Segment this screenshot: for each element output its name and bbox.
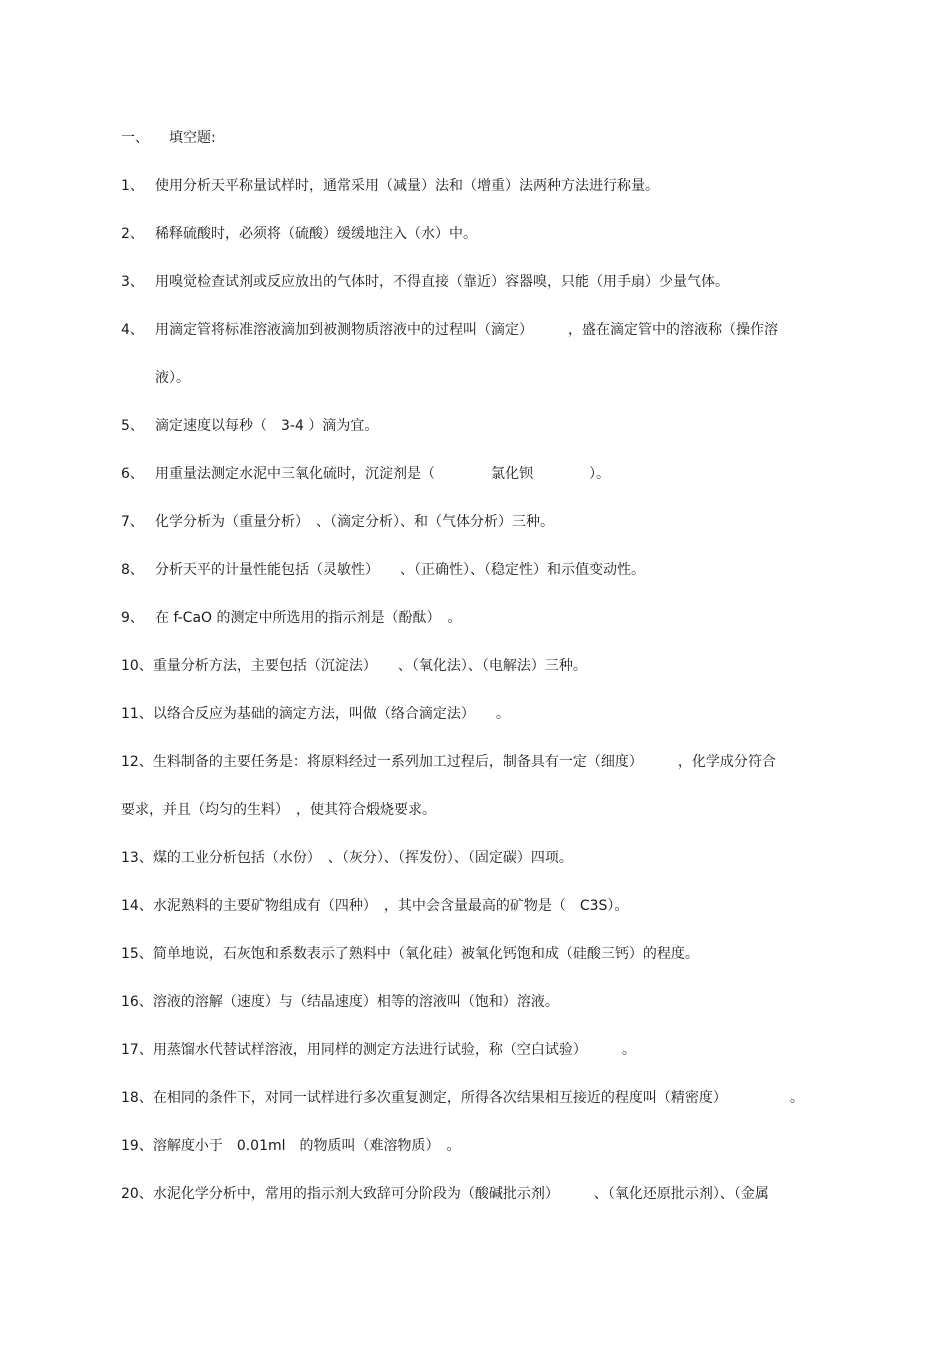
question-line (121, 1040, 636, 1060)
question-text: 使用分析天平称量试样时，通常采用（减量）法和（增重）法两种方法进行称量。 (155, 178, 659, 194)
question-text: 生料制备的主要任务是：将原料经过一系列加工过程后，制备具有一定（细度） ，化学成分符合 (152, 754, 776, 770)
question-text: 煤的工业分析包括（水份） 、（灰分）、（挥发份）、（固定碳）四项。 (152, 850, 573, 866)
question-text: 分析天平的计量性能包括（灵敏性） 、（正确性）、（稳定性）和示值变动性。 (155, 562, 645, 578)
question-line (121, 992, 559, 1012)
question-text: 用重量法测定水泥中三氧化硫时，沉淀剂是（ 氯化钡 ）。 (155, 466, 610, 482)
question-text: 溶液的溶解（速度）与（结晶速度）相等的溶液叫（饱和）溶液。 (152, 994, 559, 1010)
question-text: 要求，并且（均匀的生料） ，使其符合煅烧要求。 (121, 802, 436, 818)
question-continuation (155, 368, 190, 388)
question-number: 11、 (121, 706, 153, 722)
question-text: 在相同的条件下，对同一试样进行多次重复测定，所得各次结果相互接近的程度叫（精密度） 。 (152, 1090, 804, 1106)
question-text: 重量分析方法，主要包括（沉淀法） 、（氧化法）、（电解法）三种。 (152, 658, 587, 674)
question-number: 2、 (121, 226, 144, 242)
question-line (121, 848, 573, 868)
question-text: 用滴定管将标准溶液滴加到被测物质溶液中的过程叫（滴定） ，盛在滴定管中的溶液称（操作溶 (155, 322, 778, 338)
question-number: 18、 (121, 1090, 153, 1106)
question-number: 4、 (121, 322, 144, 338)
question-text: 以络合反应为基础的滴定方法，叫做（络合滴定法） 。 (152, 706, 510, 722)
question-line (121, 704, 510, 724)
question-text: 滴定速度以每秒（ 3-4 ）滴为宜。 (155, 418, 379, 434)
question-text: 用蒸馏水代替试样溶液，用同样的测定方法进行试验，称（空白试验） 。 (152, 1042, 636, 1058)
question-number: 19、 (121, 1138, 153, 1154)
question-number: 14、 (121, 898, 153, 914)
question-line (121, 1136, 461, 1156)
question-text: 水泥化学分析中，常用的指示剂大致辞可分阶段为（酸碱批示剂） 、（氧化还原批示剂）、（金属 (152, 1186, 769, 1202)
question-line (121, 176, 659, 196)
question-text: 用嗅觉检查试剂或反应放出的气体时，不得直接（靠近）容器嗅，只能（用手扇）少量气体。 (155, 274, 729, 290)
question-line (121, 608, 462, 628)
question-text: 稀释硫酸时，必须将（硫酸）缓缓地注入（水）中。 (155, 226, 477, 242)
question-continuation (121, 800, 436, 820)
question-line (121, 752, 776, 772)
question-number: 3、 (121, 274, 144, 290)
question-number: 5、 (121, 418, 144, 434)
question-text: 简单地说，石灰饱和系数表示了熟料中（氧化硅）被氧化钙饱和成（硅酸三钙）的程度。 (152, 946, 699, 962)
question-text: 溶解度小于 0.01ml 的物质叫（难溶物质） 。 (152, 1138, 461, 1154)
question-number: 16、 (121, 994, 153, 1010)
question-number: 17、 (121, 1042, 153, 1058)
question-text: 水泥熟料的主要矿物组成有（四种） ，其中会含量最高的矿物是（ C3S）。 (152, 898, 629, 914)
question-line (121, 896, 628, 916)
question-line (121, 944, 699, 964)
question-number: 1、 (121, 178, 144, 194)
question-line (121, 512, 554, 532)
question-line (121, 272, 729, 292)
question-number: 9、 (121, 610, 144, 626)
question-number: 13、 (121, 850, 153, 866)
question-line (121, 1088, 804, 1108)
question-number: 20、 (121, 1186, 153, 1202)
question-number: 6、 (121, 466, 144, 482)
question-number: 10、 (121, 658, 153, 674)
question-line (121, 656, 587, 676)
question-line (121, 464, 610, 484)
question-text: 在 f-CaO 的测定中所选用的指示剂是（酚酞） 。 (155, 610, 462, 626)
question-line (121, 320, 778, 340)
question-line (121, 560, 645, 580)
section-title: 填空题: (169, 130, 216, 146)
section-marker: 一、 (121, 130, 149, 146)
question-text: 化学分析为（重量分析） 、（滴定分析）、和（气体分析）三种。 (155, 514, 554, 530)
question-number: 12、 (121, 754, 153, 770)
question-number: 7、 (121, 514, 144, 530)
question-text: 液）。 (155, 370, 190, 386)
question-line (121, 416, 378, 436)
question-number: 15、 (121, 946, 153, 962)
question-line (121, 224, 477, 244)
section-heading (121, 128, 216, 148)
question-number: 8、 (121, 562, 144, 578)
question-line (121, 1184, 769, 1204)
